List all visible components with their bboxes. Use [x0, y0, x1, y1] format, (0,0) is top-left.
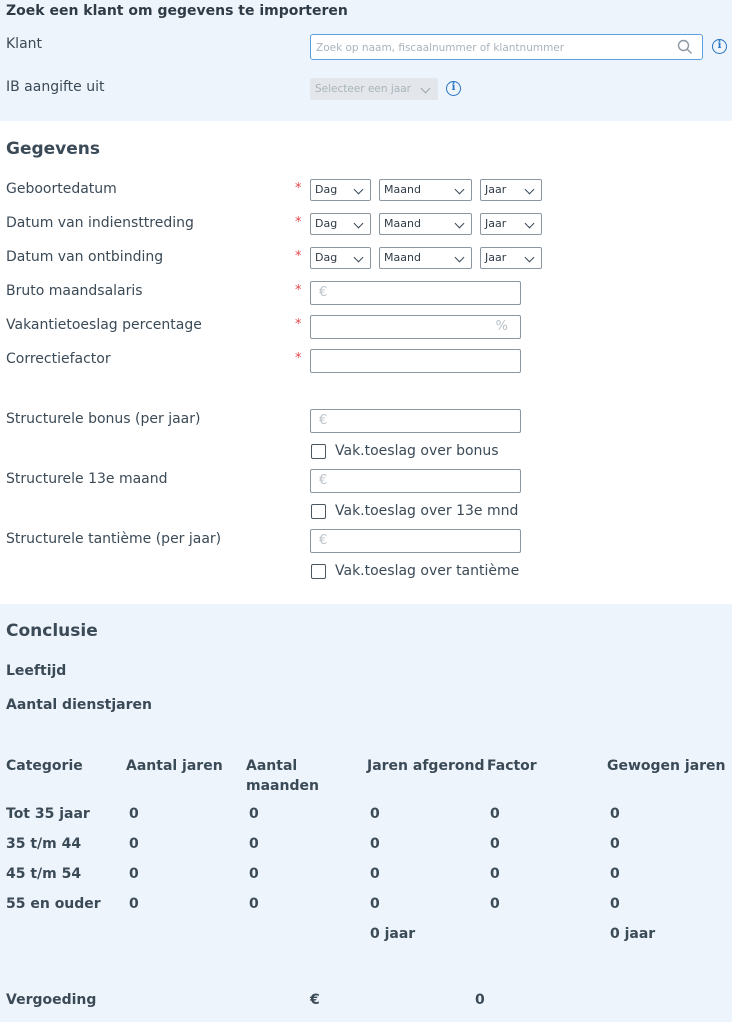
- cell-factor: 0: [490, 866, 500, 882]
- cell-aantal-maanden: 0: [249, 866, 259, 882]
- tantieme-label: Structurele tantième (per jaar): [6, 531, 222, 547]
- col-header-factor: Factor: [487, 758, 537, 774]
- chevron-down-icon: [354, 219, 364, 229]
- geboortedatum-year-select[interactable]: [480, 179, 542, 201]
- bruto-label: Bruto maandsalaris: [6, 283, 143, 299]
- col-header-categorie: Categorie: [6, 758, 83, 774]
- vergoeding-label: Vergoeding: [6, 992, 97, 1008]
- currency-prefix: €: [319, 533, 328, 548]
- search-icon[interactable]: [677, 39, 693, 55]
- vak-bonus-checkbox[interactable]: [311, 444, 326, 459]
- required-mark: *: [295, 283, 302, 298]
- cell-gewogen-jaren: 0: [610, 896, 620, 912]
- total-jaren-afgerond: 0 jaar: [370, 926, 416, 942]
- geboortedatum-label: Geboortedatum: [6, 181, 117, 197]
- cell-jaren-afgerond: 0: [370, 836, 380, 852]
- cell-factor: 0: [490, 836, 500, 852]
- cell-aantal-maanden: 0: [249, 896, 259, 912]
- import-panel: [0, 0, 732, 121]
- cell-aantal-jaren: 0: [129, 896, 139, 912]
- currency-prefix: €: [319, 285, 328, 300]
- cell-jaren-afgerond: 0: [370, 806, 380, 822]
- correctiefactor-input[interactable]: [310, 349, 521, 373]
- percent-suffix: %: [495, 319, 508, 334]
- geboortedatum-month-select[interactable]: [379, 179, 472, 201]
- cell-gewogen-jaren: 0: [610, 806, 620, 822]
- vakantie-label: Vakantietoeslag percentage: [6, 317, 202, 333]
- year-select-value: Jaar: [485, 183, 507, 196]
- vergoeding-currency: €: [310, 992, 320, 1008]
- cell-jaren-afgerond: 0: [370, 896, 380, 912]
- vak-13e-mnd-label[interactable]: Vak.toeslag over 13e mnd: [335, 503, 519, 519]
- month-select-value: Maand: [384, 251, 421, 264]
- import-heading: Zoek een klant om gegevens te importeren: [6, 3, 348, 19]
- day-select-value: Dag: [315, 183, 338, 196]
- vak-tantieme-checkbox[interactable]: [311, 564, 326, 579]
- bonus-label: Structurele bonus (per jaar): [6, 411, 201, 427]
- ontbinding-month-select[interactable]: [379, 247, 472, 269]
- maand13-label: Structurele 13e maand: [6, 471, 168, 487]
- conclusie-panel: [0, 604, 732, 1022]
- cell-categorie: Tot 35 jaar: [6, 806, 90, 822]
- client-search-input[interactable]: [310, 34, 703, 60]
- indiensttreding-day-select[interactable]: [310, 213, 371, 235]
- cell-aantal-maanden: 0: [249, 806, 259, 822]
- cell-gewogen-jaren: 0: [610, 866, 620, 882]
- chevron-down-icon: [455, 185, 465, 195]
- dienstjaren-label: Aantal dienstjaren: [6, 697, 152, 713]
- currency-prefix: €: [319, 413, 328, 428]
- vak-bonus-label[interactable]: Vak.toeslag over bonus: [335, 443, 499, 459]
- cell-aantal-maanden: 0: [249, 836, 259, 852]
- ontbinding-year-select[interactable]: [480, 247, 542, 269]
- col-header-aantal-jaren: Aantal jaren: [126, 758, 223, 774]
- ib-label: IB aangifte uit: [6, 79, 105, 95]
- tantieme-input[interactable]: [310, 529, 521, 553]
- correctie-label: Correctiefactor: [6, 351, 111, 367]
- cell-factor: 0: [490, 806, 500, 822]
- col-header-jaren-afgerond: Jaren afgerond: [367, 758, 485, 774]
- required-mark: *: [295, 351, 302, 366]
- day-select-value: Dag: [315, 217, 338, 230]
- indiensttreding-month-select[interactable]: [379, 213, 472, 235]
- cell-categorie: 45 t/m 54: [6, 866, 82, 882]
- required-mark: *: [295, 249, 302, 264]
- vak-tantieme-label[interactable]: Vak.toeslag over tantième: [335, 563, 520, 579]
- year-select-value: Jaar: [485, 251, 507, 264]
- ontbinding-label: Datum van ontbinding: [6, 249, 164, 265]
- month-select-value: Maand: [384, 217, 421, 230]
- geboortedatum-day-select[interactable]: [310, 179, 371, 201]
- ib-year-select-value: Selecteer een jaar: [315, 83, 411, 95]
- ontbinding-day-select[interactable]: [310, 247, 371, 269]
- indiensttreding-year-select[interactable]: [480, 213, 542, 235]
- bonus-input[interactable]: [310, 409, 521, 433]
- cell-gewogen-jaren: 0: [610, 836, 620, 852]
- total-gewogen-jaren: 0 jaar: [610, 926, 656, 942]
- chevron-down-icon: [421, 84, 431, 94]
- required-mark: *: [295, 215, 302, 230]
- month-select-value: Maand: [384, 183, 421, 196]
- ib-info-icon[interactable]: i: [446, 81, 461, 96]
- cell-aantal-jaren: 0: [129, 836, 139, 852]
- conclusie-heading: Conclusie: [6, 621, 98, 641]
- maand13-input[interactable]: [310, 469, 521, 493]
- cell-categorie: 35 t/m 44: [6, 836, 82, 852]
- cell-aantal-jaren: 0: [129, 866, 139, 882]
- chevron-down-icon: [525, 253, 535, 263]
- chevron-down-icon: [354, 253, 364, 263]
- client-label: Klant: [6, 36, 43, 52]
- day-select-value: Dag: [315, 251, 338, 264]
- chevron-down-icon: [525, 185, 535, 195]
- bruto-input[interactable]: [310, 281, 521, 305]
- required-mark: *: [295, 317, 302, 332]
- client-info-icon[interactable]: i: [712, 39, 727, 54]
- cell-aantal-jaren: 0: [129, 806, 139, 822]
- vak-13e-mnd-checkbox[interactable]: [311, 504, 326, 519]
- chevron-down-icon: [354, 185, 364, 195]
- required-mark: *: [295, 181, 302, 196]
- ib-year-select[interactable]: [310, 78, 438, 100]
- year-select-value: Jaar: [485, 217, 507, 230]
- chevron-down-icon: [455, 253, 465, 263]
- gegevens-heading: Gegevens: [6, 139, 101, 159]
- cell-factor: 0: [490, 896, 500, 912]
- cell-categorie: 55 en ouder: [6, 896, 101, 912]
- chevron-down-icon: [455, 219, 465, 229]
- leeftijd-label: Leeftijd: [6, 663, 67, 679]
- chevron-down-icon: [525, 219, 535, 229]
- client-search-placeholder: Zoek op naam, fiscaalnummer of klantnummer: [316, 42, 565, 54]
- col-header-aantal-maanden: Aantal maanden: [246, 758, 319, 794]
- vakantie-percentage-input[interactable]: [310, 315, 521, 339]
- col-header-gewogen-jaren: Gewogen jaren: [607, 758, 726, 774]
- currency-prefix: €: [319, 473, 328, 488]
- vergoeding-value: 0: [475, 992, 485, 1008]
- indiensttreding-label: Datum van indiensttreding: [6, 215, 194, 231]
- cell-jaren-afgerond: 0: [370, 866, 380, 882]
